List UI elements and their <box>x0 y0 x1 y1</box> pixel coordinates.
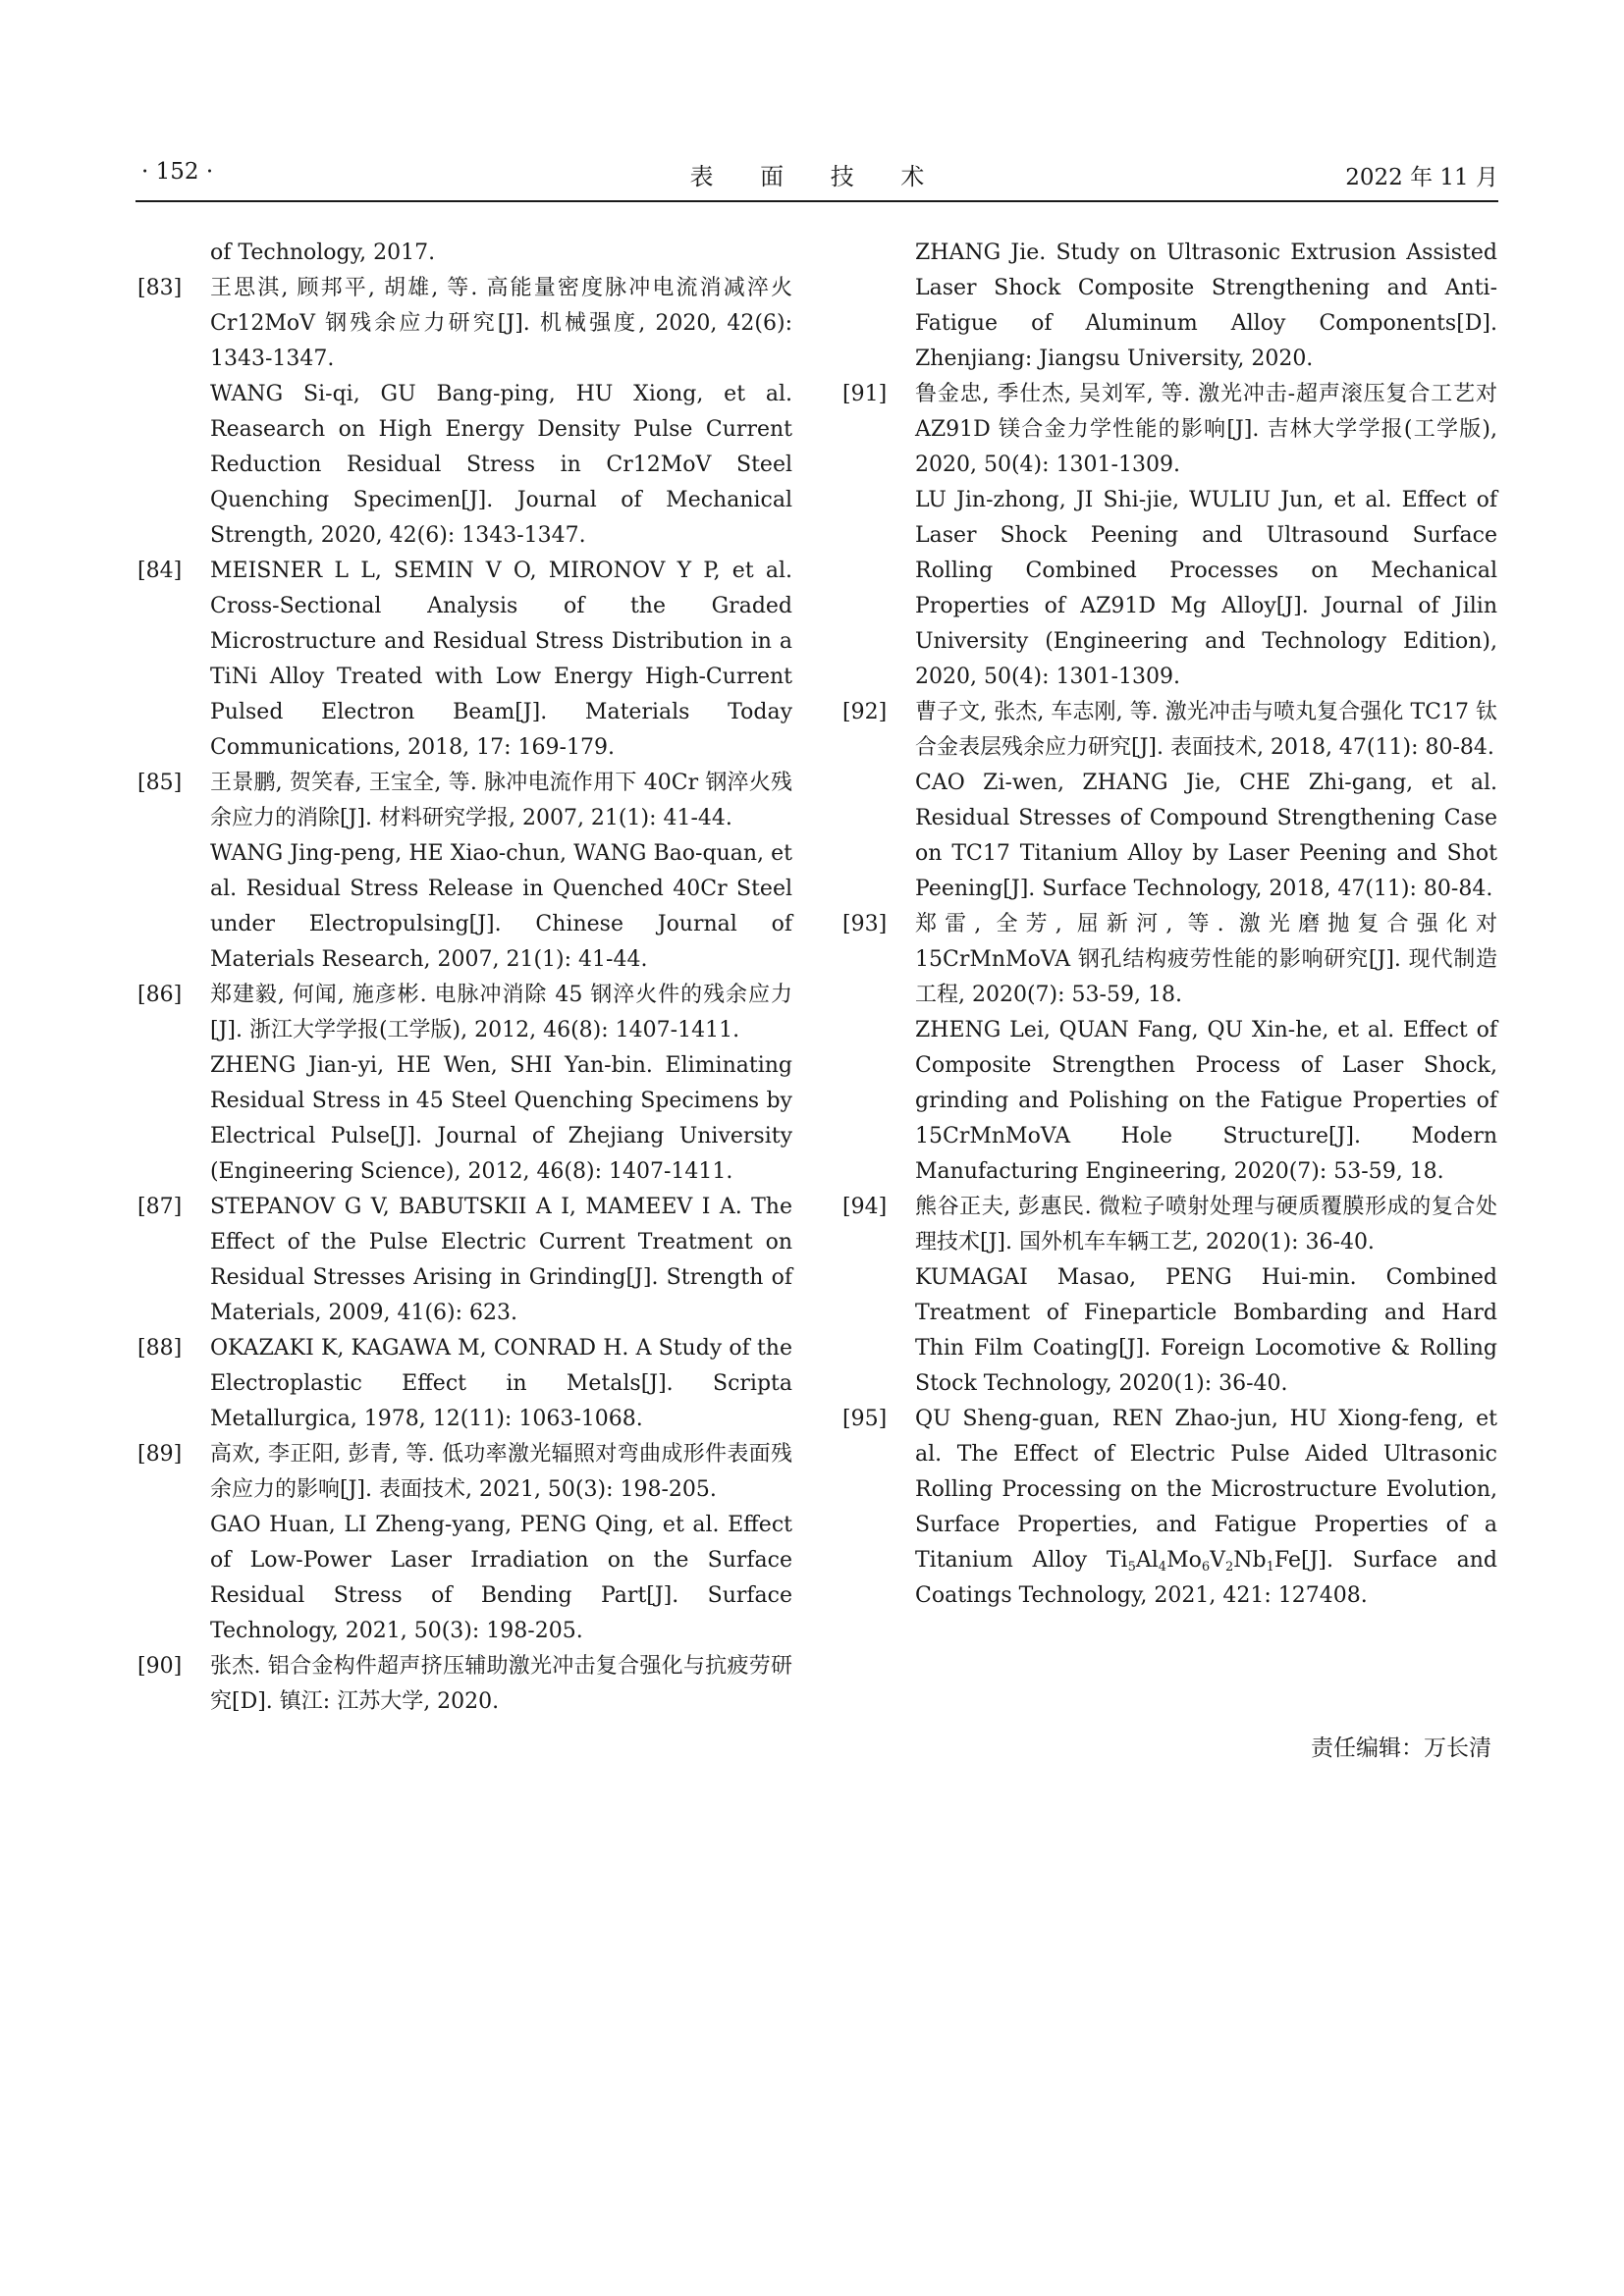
ref-english: WANG Jing-peng, HE Xiao-chun, WANG Bao-quan, et al. Residual Stress Release in Quenched 40Cr Steel under Electropulsing[J]. Chinese Journal of Materials Research, 2007, 21(1): 41-44. <box>210 841 792 972</box>
ref-english: STEPANOV G V, BABUTSKII A I, MAMEEV I A. The Effect of the Pulse Electric Current Treatment on Residual Stresses Arising in Grinding[J]. Strength of Materials, 2009, 41(6): 623. <box>210 1195 792 1325</box>
page-number: · 152 · <box>141 159 214 185</box>
left-column <box>137 236 792 1720</box>
reference-83 <box>137 271 792 554</box>
issue-date: 2022 年 11 月 <box>1345 165 1498 190</box>
ref-english: LU Jin-zhong, JI Shi-jie, WULIU Jun, et al. Effect of Laser Shock Peening and Ultrasound Surface Rolling Combined Processes on Mechanical Properties of AZ91D Mg Alloy[J]. Journal of Jilin University (Engineering and Technology Edition), 2020, 50(4): 1301-1309. <box>915 488 1497 689</box>
ref-chinese: 张杰. 铝合金构件超声挤压辅助激光冲击复合强化与抗疲劳研究[D]. 镇江: 江苏大学, 2020. <box>210 1654 792 1714</box>
ref-chinese: 熊谷正夫, 彭惠民. 微粒子喷射处理与硬质覆膜形成的复合处理技术[J]. 国外机车车辆工艺, 2020(1): 36-40. <box>915 1195 1497 1255</box>
ref-number: [89] <box>137 1442 183 1467</box>
ref-number: [94] <box>842 1195 888 1219</box>
header-rule <box>135 200 1498 202</box>
ref-number: [95] <box>842 1407 888 1431</box>
ref-chinese: 郑雷, 全芳, 屈新河, 等. 激光磨抛复合强化对 15CrMnMoVA 钢孔结构疲劳性能的影响研究[J]. 现代制造工程, 2020(7): 53-59, 18. <box>915 912 1497 1007</box>
ref-chinese: 王景鹏, 贺笑春, 王宝全, 等. 脉冲电流作用下 40Cr 钢淬火残余应力的消除[J]. 材料研究学报, 2007, 21(1): 41-44. <box>210 771 792 830</box>
reference-92 <box>842 695 1497 907</box>
reference-88 <box>137 1331 792 1437</box>
ref-chinese: 郑建毅, 何闻, 施彦彬. 电脉冲消除 45 钢淬火件的残余应力[J]. 浙江大学学报(工学版), 2012, 46(8): 1407-1411. <box>210 983 792 1042</box>
ref-number: [92] <box>842 700 888 724</box>
ref-chinese: 高欢, 李正阳, 彭青, 等. 低功率激光辐照对弯曲成形件表面残余应力的影响[J]. 表面技术, 2021, 50(3): 198-205. <box>210 1442 792 1502</box>
alloy-formula: $Ti_5Al_4Mo_6V_2Nb_1Fe$ <box>1106 1548 1302 1575</box>
ref-english: CAO Zi-wen, ZHANG Jie, CHE Zhi-gang, et al. Residual Stresses of Compound Strengthening Case on TC17 Titanium Alloy by Laser Peening and Shot Peening[J]. Surface Technology, 2018, 47(11): 80-84. <box>915 771 1497 901</box>
ref-continuation: ZHANG Jie. Study on Ultrasonic Extrusion Assisted Laser Shock Composite Strengthening and Anti-Fatigue of Aluminum Alloy Components[D]. Zhenjiang: Jiangsu University, 2020. <box>915 240 1497 371</box>
ref-number: [84] <box>137 559 183 583</box>
ref-number: [87] <box>137 1195 183 1219</box>
reference-84 <box>137 554 792 766</box>
ref-number: [91] <box>842 382 888 406</box>
ref-number: [88] <box>137 1336 183 1361</box>
ref-number: [90] <box>137 1654 183 1679</box>
journal-title: 表 面 技 术 <box>689 163 945 190</box>
ref-number: [83] <box>137 276 183 300</box>
ref-number: [86] <box>137 983 183 1007</box>
reference-94 <box>842 1190 1497 1402</box>
ref-english: GAO Huan, LI Zheng-yang, PENG Qing, et al. Effect of Low-Power Laser Irradiation on the Surface Residual Stress of Bending Part[J]. Surface Technology, 2021, 50(3): 198-205. <box>210 1513 792 1643</box>
ref-chinese: 鲁金忠, 季仕杰, 吴刘军, 等. 激光冲击-超声滚压复合工艺对 AZ91D 镁合金力学性能的影响[J]. 吉林大学学报(工学版), 2020, 50(4): 1301-1309. <box>915 382 1497 477</box>
ref-english <box>915 1402 1497 1614</box>
reference-86 <box>137 978 792 1190</box>
ref-english: ZHENG Lei, QUAN Fang, QU Xin-he, et al. Effect of Composite Strengthen Process of Laser Shock, grinding and Polishing on the Fatigue Properties of 15CrMnMoVA Hole Structure[J]. Modern Manufacturing Engineering, 2020(7): 53-59, 18. <box>915 1018 1497 1184</box>
responsible-editor: 责任编辑：万长清 <box>1311 1735 1491 1761</box>
reference-95 <box>842 1402 1497 1614</box>
reference-91 <box>842 377 1497 695</box>
ref-continuation: of Technology, 2017. <box>210 240 436 265</box>
reference-85 <box>137 766 792 978</box>
ref-number: [93] <box>842 912 888 936</box>
running-header <box>135 155 1498 198</box>
reference-90 <box>137 1649 792 1720</box>
reference-89 <box>137 1437 792 1649</box>
ref-english: OKAZAKI K, KAGAWA M, CONRAD H. A Study of the Electroplastic Effect in Metals[J]. Scripta Metallurgica, 1978, 12(11): 1063-1068. <box>210 1336 792 1431</box>
ref-english: WANG Si-qi, GU Bang-ping, HU Xiong, et al. Reasearch on High Energy Density Pulse Current Reduction Residual Stress in Cr12MoV Steel Quenching Specimen[J]. Journal of Mechanical Strength, 2020, 42(6): 1343-1347. <box>210 382 792 548</box>
ref-chinese: 王思淇, 顾邦平, 胡雄, 等. 高能量密度脉冲电流消减淬火 Cr12MoV 钢残余应力研究[J]. 机械强度, 2020, 42(6): 1343-1347. <box>210 276 792 371</box>
ref-chinese: 曹子文, 张杰, 车志刚, 等. 激光冲击与喷丸复合强化 TC17 钛合金表层残余应力研究[J]. 表面技术, 2018, 47(11): 80-84. <box>915 700 1497 760</box>
ref-english-text: [J]. Surface and Coatings Technology, 2021, 421: 127408. <box>915 1548 1498 1608</box>
ref-number: [85] <box>137 771 183 795</box>
right-column <box>842 236 1497 1614</box>
reference-87 <box>137 1190 792 1331</box>
ref-english-text: QU Sheng-guan, REN Zhao-jun, HU Xiong-feng, et al. The Effect of Electric Pulse Aided Ultrasonic Rolling Processing on the Microstructure Evolution, Surface Properties, and Fatigue Properties of a Titanium Alloy <box>915 1407 1497 1573</box>
reference-93 <box>842 907 1497 1190</box>
ref-english: ZHENG Jian-yi, HE Wen, SHI Yan-bin. Eliminating Residual Stress in 45 Steel Quenching Specimens by Electrical Pulse[J]. Journal of Zhejiang University (Engineering Science), 2012, 46(8): 1407-1411. <box>210 1053 792 1184</box>
ref-english: MEISNER L L, SEMIN V O, MIRONOV Y P, et al. Cross-Sectional Analysis of the Graded Microstructure and Residual Stress Distribution in a TiNi Alloy Treated with Low Energy High-Current Pulsed Electron Beam[J]. Materials Today Communications, 2018, 17: 169-179. <box>210 559 792 760</box>
ref-english: KUMAGAI Masao, PENG Hui-min. Combined Treatment of Fineparticle Bombarding and Hard Thin Film Coating[J]. Foreign Locomotive & Rolling Stock Technology, 2020(1): 36-40. <box>915 1265 1497 1396</box>
